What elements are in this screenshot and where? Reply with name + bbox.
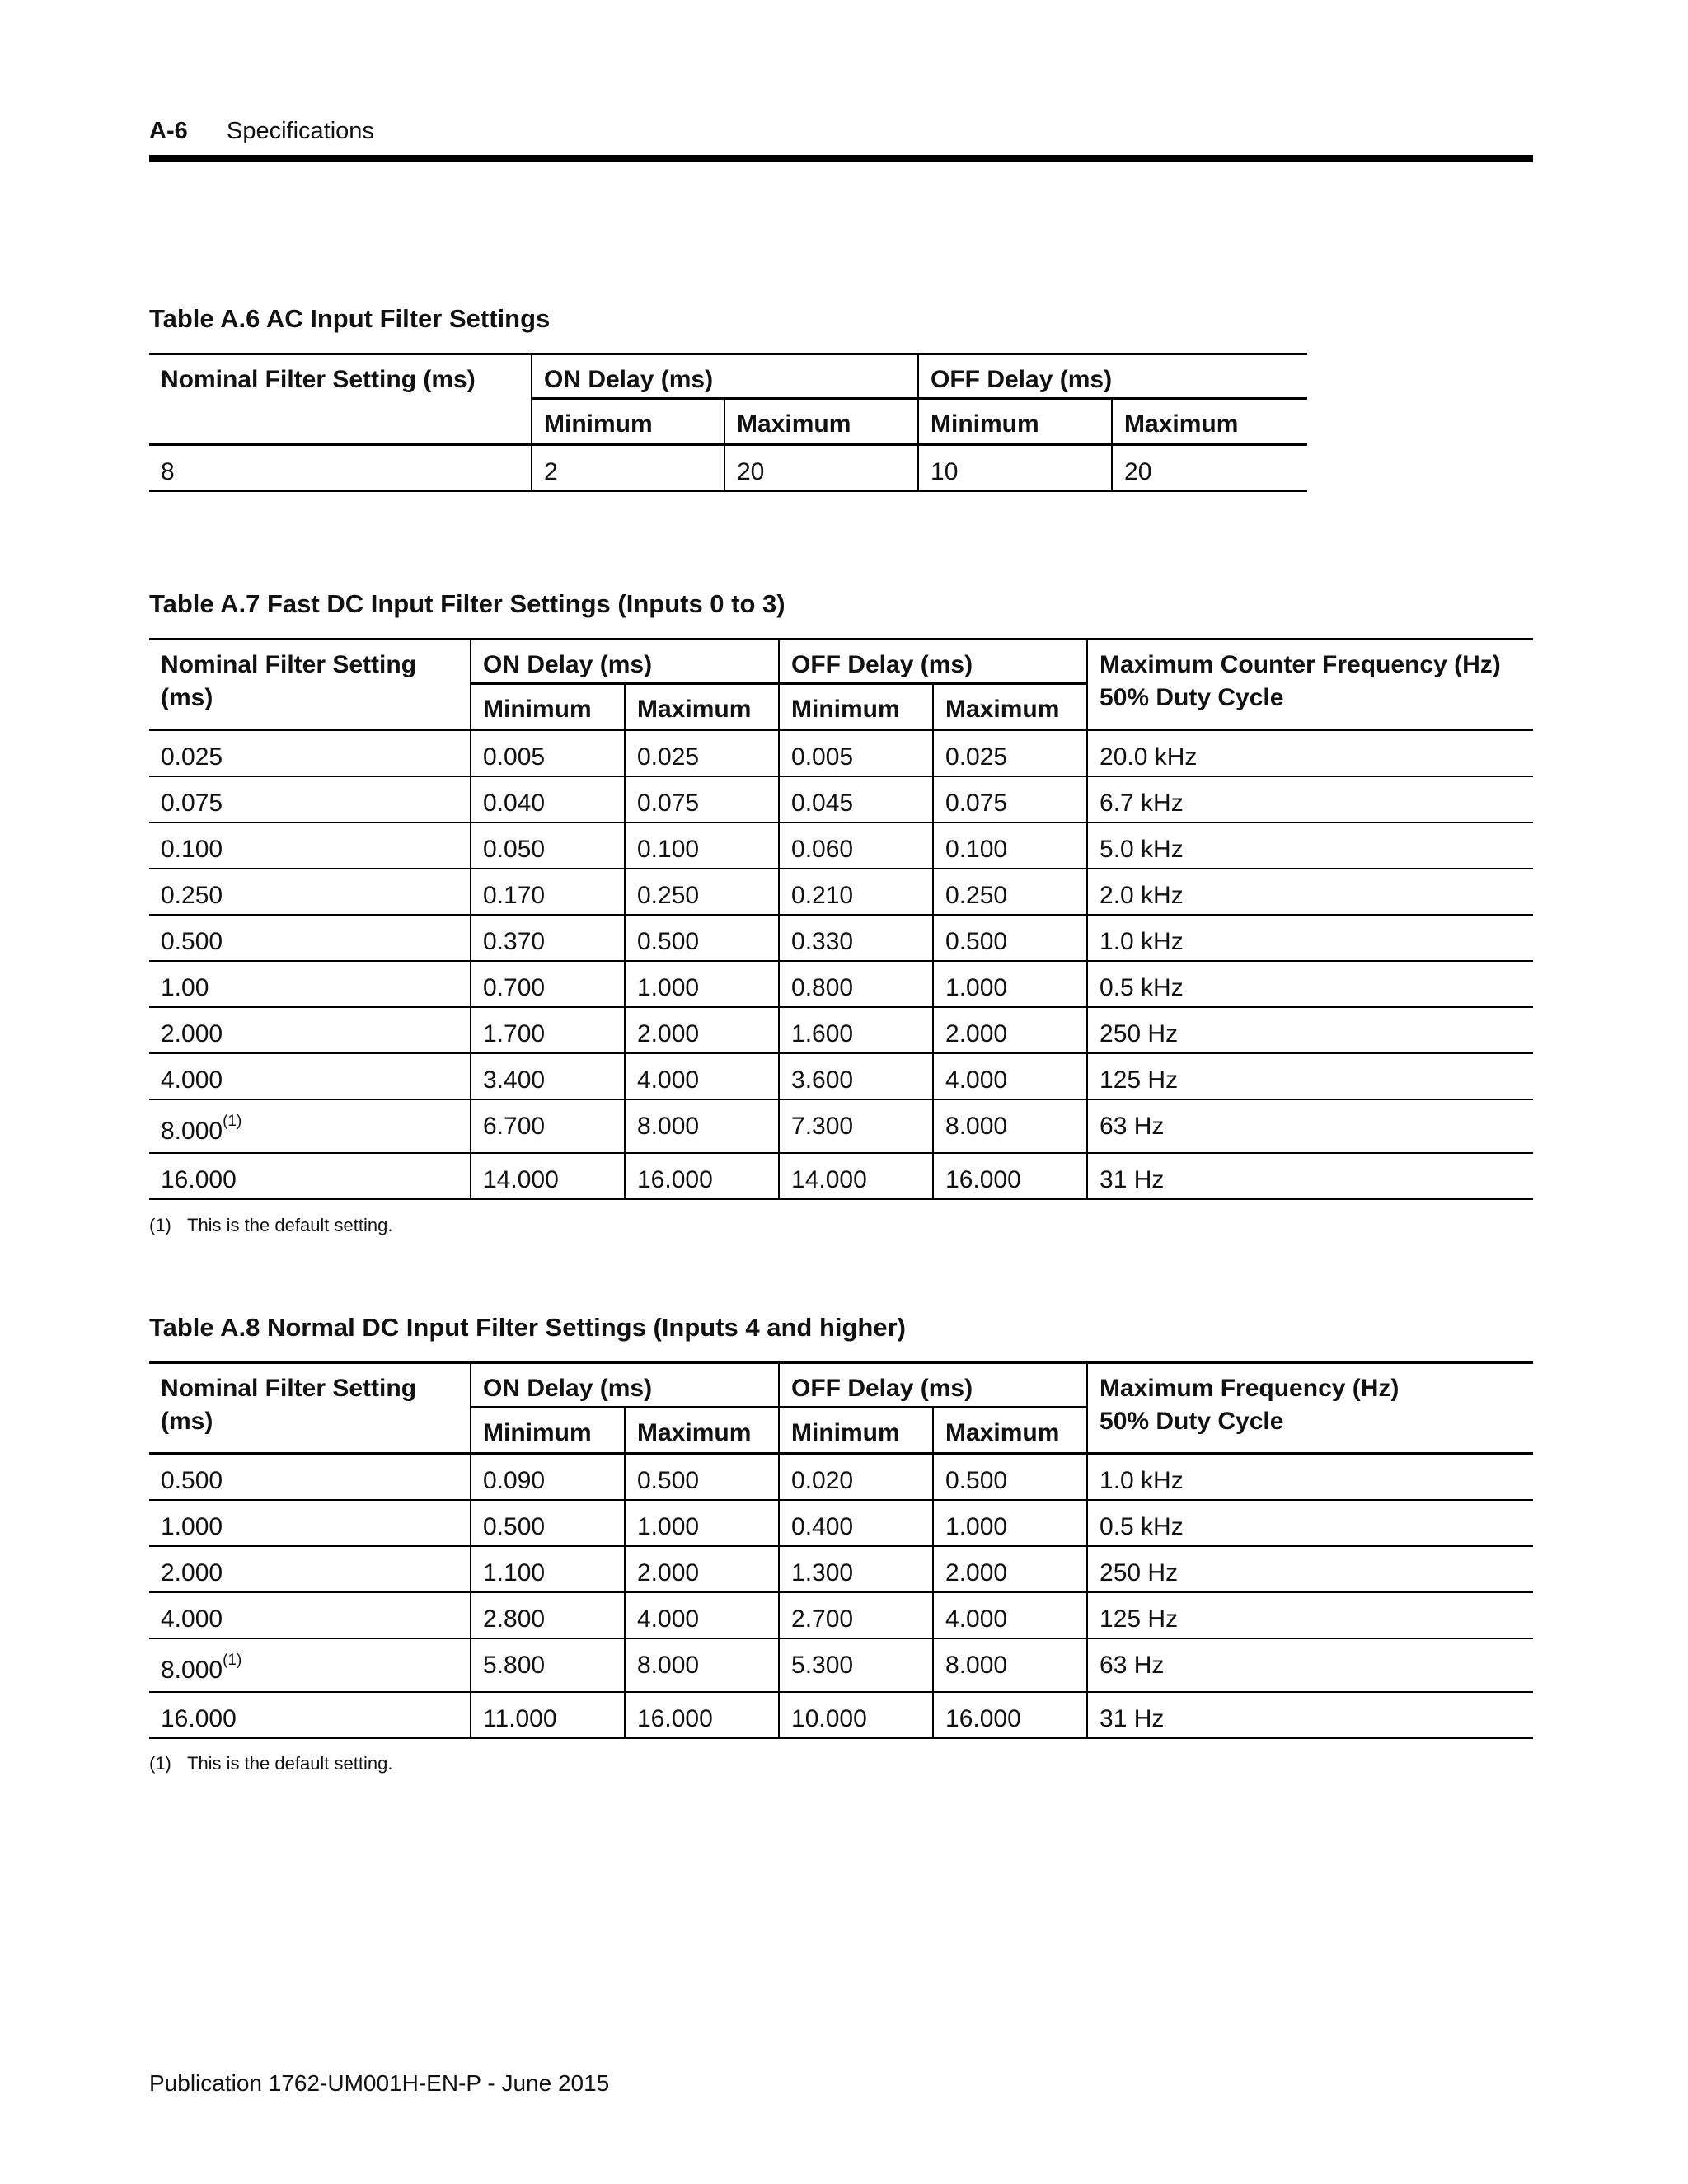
table-row: [149, 445, 1307, 491]
header-rule: [149, 155, 1533, 162]
cell-value: 16.000: [637, 1165, 713, 1193]
cell-value: 5.800: [483, 1651, 546, 1679]
table-row: [149, 1454, 1533, 1500]
cell-value: 16.000: [637, 1704, 713, 1732]
cell-value: 8.000: [161, 1656, 223, 1684]
table-a7-head-on-min: Minimum: [471, 684, 625, 730]
table-a6-head-off-delay: OFF Delay (ms): [918, 354, 1307, 399]
table-cell: [933, 1454, 1087, 1500]
cell-value: 0.005: [791, 743, 854, 771]
cell-value: 3.600: [791, 1066, 854, 1094]
table-cell: [779, 1099, 933, 1153]
table-cell: [933, 1638, 1087, 1692]
cell-value: 8.000: [637, 1112, 700, 1140]
table-cell: [471, 776, 625, 823]
table-row: [149, 1500, 1533, 1546]
table-cell: [471, 1692, 625, 1738]
cell-value: 2.000: [945, 1558, 1008, 1586]
cell-value: 0.025: [161, 743, 223, 771]
cell-value: 6.700: [483, 1112, 546, 1140]
table-cell: [471, 1546, 625, 1592]
table-cell: [1087, 1592, 1533, 1638]
cell-value: 0.100: [637, 835, 700, 863]
table-cell: [471, 730, 625, 776]
table-cell: [933, 961, 1087, 1007]
table-row: [149, 1007, 1533, 1053]
table-cell: [1087, 1638, 1533, 1692]
cell-value: 125 Hz: [1100, 1605, 1179, 1633]
cell-value: 63 Hz: [1100, 1112, 1165, 1140]
cell-value: 2.000: [945, 1019, 1008, 1047]
section-title: Specifications: [227, 118, 374, 144]
table-cell: [1087, 1454, 1533, 1500]
table-cell: [933, 776, 1087, 823]
table-cell: [149, 1099, 471, 1153]
table-cell: [149, 1153, 471, 1199]
table-a8-head-nominal: Nominal Filter Setting (ms): [161, 1375, 417, 1435]
table-a6-head-on-min: Minimum: [532, 399, 724, 445]
table-cell: [1087, 869, 1533, 915]
table-a8-head-on-delay: ON Delay (ms): [471, 1363, 779, 1408]
cell-value: 0.170: [483, 881, 546, 909]
table-cell: [933, 1592, 1087, 1638]
table-cell: [471, 1007, 625, 1053]
cell-value: 2.000: [637, 1019, 700, 1047]
cell-value: 0.500: [161, 1467, 223, 1494]
table-cell: [149, 1592, 471, 1638]
cell-value: 0.075: [945, 789, 1008, 817]
table-cell: [1087, 1500, 1533, 1546]
table-cell: [149, 1692, 471, 1738]
cell-value: 1.000: [637, 1512, 700, 1540]
cell-value: 63 Hz: [1100, 1651, 1165, 1679]
footnote-mark: (1): [149, 1753, 171, 1774]
table-cell: [625, 1592, 779, 1638]
table-row: [149, 1053, 1533, 1099]
cell-value: 4.000: [161, 1066, 223, 1094]
cell-value: 0.400: [791, 1512, 854, 1540]
table-a6-head-on-max: Maximum: [724, 399, 918, 445]
cell-value: 125 Hz: [1100, 1066, 1179, 1094]
table-a7-head-on-max: Maximum: [625, 684, 779, 730]
cell-value: 0.005: [483, 743, 546, 771]
cell-value: 16.000: [945, 1704, 1021, 1732]
table-a7: [149, 638, 1533, 1200]
table-a8-head-frequency-line2: 50% Duty Cycle: [1100, 1408, 1284, 1435]
table-row: [149, 730, 1533, 776]
cell-value: 0.500: [945, 1467, 1008, 1494]
cell-value: 8.000: [945, 1651, 1008, 1679]
cell-value: 0.075: [637, 789, 700, 817]
table-cell: [779, 961, 933, 1007]
table-cell: [471, 823, 625, 869]
footnote-reference: (1): [223, 1651, 242, 1669]
table-cell: [933, 823, 1087, 869]
cell-value: 1.100: [483, 1558, 546, 1586]
cell-value: 0.025: [945, 743, 1008, 771]
cell-value: 7.300: [791, 1112, 854, 1140]
table-cell: [625, 1099, 779, 1153]
cell-value: 4.000: [945, 1605, 1008, 1633]
table-cell: [933, 1546, 1087, 1592]
table-cell: [471, 1153, 625, 1199]
table-row: [149, 776, 1533, 823]
cell-value: 1.600: [791, 1019, 854, 1047]
table-cell: [779, 1153, 933, 1199]
cell-value: 0.500: [637, 927, 700, 955]
table-cell: [779, 1053, 933, 1099]
table-cell: [1087, 961, 1533, 1007]
cell-value: 250 Hz: [1100, 1558, 1179, 1586]
cell-value: 1.00: [161, 973, 209, 1001]
page-header: [149, 114, 1533, 163]
cell-value: 1.0 kHz: [1100, 1467, 1184, 1494]
cell-value: 4.000: [637, 1066, 700, 1094]
cell-value: 16.000: [161, 1165, 237, 1193]
table-cell: [779, 1007, 933, 1053]
table-a7-caption: Table A.7 Fast DC Input Filter Settings (Inputs 0 to 3): [149, 589, 785, 618]
table-cell: [149, 1053, 471, 1099]
table-cell: [471, 915, 625, 961]
table-cell: [625, 730, 779, 776]
table-cell: 2: [532, 445, 724, 491]
cell-value: 0.700: [483, 973, 546, 1001]
table-cell: [149, 1500, 471, 1546]
table-cell: [471, 1053, 625, 1099]
cell-value: 4.000: [637, 1605, 700, 1633]
table-cell: [149, 730, 471, 776]
footnote-text: This is the default setting.: [187, 1215, 393, 1235]
table-cell: [471, 1592, 625, 1638]
table-cell: [625, 961, 779, 1007]
table-row: [149, 1153, 1533, 1199]
cell-value: 0.800: [791, 973, 854, 1001]
cell-value: 16.000: [161, 1704, 237, 1732]
cell-value: 31 Hz: [1100, 1165, 1165, 1193]
table-cell: [779, 1500, 933, 1546]
table-cell: [933, 869, 1087, 915]
cell-value: 14.000: [791, 1165, 867, 1193]
table-cell: [779, 1692, 933, 1738]
table-cell: [149, 915, 471, 961]
table-cell: [933, 1053, 1087, 1099]
cell-value: 2.700: [791, 1605, 854, 1633]
table-cell: [933, 1500, 1087, 1546]
table-cell: 8: [149, 445, 532, 491]
table-a8-head-frequency-line1: Maximum Frequency (Hz): [1100, 1375, 1400, 1402]
table-cell: [779, 730, 933, 776]
table-a8-head-on-max: Maximum: [625, 1408, 779, 1454]
table-cell: [779, 1592, 933, 1638]
table-a8: [149, 1361, 1533, 1739]
cell-value: 0.250: [161, 881, 223, 909]
table-cell: [779, 823, 933, 869]
table-cell: [933, 1007, 1087, 1053]
table-cell: [625, 915, 779, 961]
cell-value: 0.500: [161, 927, 223, 955]
table-a8-head-off-max: Maximum: [933, 1408, 1087, 1454]
table-cell: [779, 1546, 933, 1592]
cell-value: 0.025: [637, 743, 700, 771]
table-cell: [1087, 1692, 1533, 1738]
table-cell: [1087, 1546, 1533, 1592]
table-cell: [471, 961, 625, 1007]
table-a6-caption: Table A.6 AC Input Filter Settings: [149, 304, 551, 333]
cell-value: 0.050: [483, 835, 546, 863]
table-cell: [625, 1692, 779, 1738]
cell-value: 8.000: [161, 1117, 223, 1145]
table-a7-head-frequency-line1: Maximum Counter Frequency (Hz): [1100, 651, 1501, 678]
table-cell: [149, 823, 471, 869]
cell-value: 2.000: [161, 1558, 223, 1586]
table-a7-head-nominal: Nominal Filter Setting (ms): [161, 651, 417, 711]
cell-value: 5.0 kHz: [1100, 835, 1184, 863]
table-cell: [779, 1454, 933, 1500]
cell-value: 4.000: [945, 1066, 1008, 1094]
table-a8-head-off-min: Minimum: [779, 1408, 933, 1454]
table-a7-head-off-delay: OFF Delay (ms): [779, 640, 1087, 684]
cell-value: 10.000: [791, 1704, 867, 1732]
cell-value: 2.000: [637, 1558, 700, 1586]
table-cell: [471, 1099, 625, 1153]
cell-value: 5.300: [791, 1651, 854, 1679]
cell-value: 0.075: [161, 789, 223, 817]
table-cell: [625, 1500, 779, 1546]
cell-value: 0.040: [483, 789, 546, 817]
cell-value: 31 Hz: [1100, 1704, 1165, 1732]
table-cell: [779, 1638, 933, 1692]
cell-value: 0.330: [791, 927, 854, 955]
table-a7-footnote: [149, 1213, 392, 1238]
cell-value: 11.000: [483, 1704, 557, 1732]
cell-value: 0.020: [791, 1467, 854, 1494]
cell-value: 8.000: [945, 1112, 1008, 1140]
table-cell: [1087, 1153, 1533, 1199]
cell-value: 0.500: [945, 927, 1008, 955]
table-cell: 10: [918, 445, 1112, 491]
cell-value: 16.000: [945, 1165, 1021, 1193]
table-a6-head-on-delay: ON Delay (ms): [532, 354, 918, 399]
cell-value: 1.0 kHz: [1100, 927, 1184, 955]
table-cell: [779, 776, 933, 823]
table-cell: [149, 869, 471, 915]
publication-footer: Publication 1762-UM001H-EN-P - June 2015: [149, 2070, 610, 2096]
table-cell: [625, 1007, 779, 1053]
cell-value: 4.000: [161, 1605, 223, 1633]
cell-value: 1.700: [483, 1019, 546, 1047]
table-row: [149, 961, 1533, 1007]
table-row: [149, 1692, 1533, 1738]
table-a6: [149, 353, 1307, 492]
table-cell: [933, 1692, 1087, 1738]
cell-value: 14.000: [483, 1165, 559, 1193]
table-cell: [1087, 915, 1533, 961]
cell-value: 0.100: [945, 835, 1008, 863]
table-row: [149, 1592, 1533, 1638]
table-a8-head-off-delay: OFF Delay (ms): [779, 1363, 1087, 1408]
cell-value: 2.0 kHz: [1100, 881, 1184, 909]
table-cell: 20: [724, 445, 918, 491]
footnote-reference: (1): [223, 1112, 242, 1130]
cell-value: 8.000: [637, 1651, 700, 1679]
table-cell: [471, 1500, 625, 1546]
cell-value: 0.370: [483, 927, 546, 955]
cell-value: 1.300: [791, 1558, 854, 1586]
table-cell: [625, 1153, 779, 1199]
table-a7-head-on-delay: ON Delay (ms): [471, 640, 779, 684]
table-cell: [779, 915, 933, 961]
table-a6-head-blank: [149, 399, 532, 445]
cell-value: 0.5 kHz: [1100, 973, 1184, 1001]
table-a7-head-frequency: [1087, 640, 1533, 730]
table-a6-head-nominal: Nominal Filter Setting (ms): [161, 366, 476, 393]
table-a6-head-off-min: Minimum: [918, 399, 1112, 445]
table-a8-head-on-min: Minimum: [471, 1408, 625, 1454]
cell-value: 20.0 kHz: [1100, 743, 1198, 771]
cell-value: 250 Hz: [1100, 1019, 1179, 1047]
table-cell: [1087, 730, 1533, 776]
table-a8-footnote: [149, 1751, 392, 1776]
cell-value: 0.5 kHz: [1100, 1512, 1184, 1540]
cell-value: 1.000: [945, 1512, 1008, 1540]
cell-value: 0.500: [637, 1467, 700, 1494]
table-a7-head-off-min: Minimum: [779, 684, 933, 730]
table-cell: [149, 1007, 471, 1053]
cell-value: 1.000: [945, 973, 1008, 1001]
cell-value: 0.090: [483, 1467, 546, 1494]
table-cell: [933, 1099, 1087, 1153]
footnote-mark: (1): [149, 1215, 171, 1235]
table-cell: [625, 1454, 779, 1500]
cell-value: 0.210: [791, 881, 854, 909]
table-cell: [625, 776, 779, 823]
cell-value: 1.000: [637, 973, 700, 1001]
table-cell: 20: [1112, 445, 1307, 491]
table-cell: [779, 869, 933, 915]
table-cell: [625, 1546, 779, 1592]
table-cell: [149, 1638, 471, 1692]
table-a6-head-off-max: Maximum: [1112, 399, 1307, 445]
table-row: [149, 823, 1533, 869]
table-cell: [471, 869, 625, 915]
table-a8-head-frequency: [1087, 1363, 1533, 1454]
table-cell: [625, 1053, 779, 1099]
table-a7-head-off-max: Maximum: [933, 684, 1087, 730]
cell-value: 1.000: [161, 1512, 223, 1540]
table-cell: [149, 776, 471, 823]
table-cell: [471, 1638, 625, 1692]
table-cell: [1087, 1099, 1533, 1153]
table-cell: [933, 1153, 1087, 1199]
table-row: [149, 869, 1533, 915]
table-a7-head-frequency-line2: 50% Duty Cycle: [1100, 684, 1284, 711]
table-cell: [1087, 823, 1533, 869]
cell-value: 2.000: [161, 1019, 223, 1047]
footnote-text: This is the default setting.: [187, 1753, 393, 1774]
table-cell: [625, 869, 779, 915]
table-cell: [149, 1546, 471, 1592]
table-cell: [625, 1638, 779, 1692]
cell-value: 3.400: [483, 1066, 546, 1094]
page-number: A-6: [149, 118, 188, 144]
table-cell: [1087, 776, 1533, 823]
cell-value: 6.7 kHz: [1100, 789, 1184, 817]
table-cell: [1087, 1053, 1533, 1099]
table-cell: [149, 961, 471, 1007]
cell-value: 0.060: [791, 835, 854, 863]
table-cell: [471, 1454, 625, 1500]
cell-value: 0.500: [483, 1512, 546, 1540]
cell-value: 0.250: [637, 881, 700, 909]
table-row: [149, 915, 1533, 961]
table-row: [149, 1546, 1533, 1592]
table-cell: [933, 730, 1087, 776]
cell-value: 2.800: [483, 1605, 546, 1633]
table-a8-caption: Table A.8 Normal DC Input Filter Settings (Inputs 4 and higher): [149, 1313, 906, 1342]
cell-value: 0.250: [945, 881, 1008, 909]
table-cell: [933, 915, 1087, 961]
cell-value: 0.100: [161, 835, 223, 863]
table-row: [149, 1638, 1533, 1692]
table-cell: [625, 823, 779, 869]
table-cell: [149, 1454, 471, 1500]
table-row: [149, 1099, 1533, 1153]
cell-value: 0.045: [791, 789, 854, 817]
table-cell: [1087, 1007, 1533, 1053]
